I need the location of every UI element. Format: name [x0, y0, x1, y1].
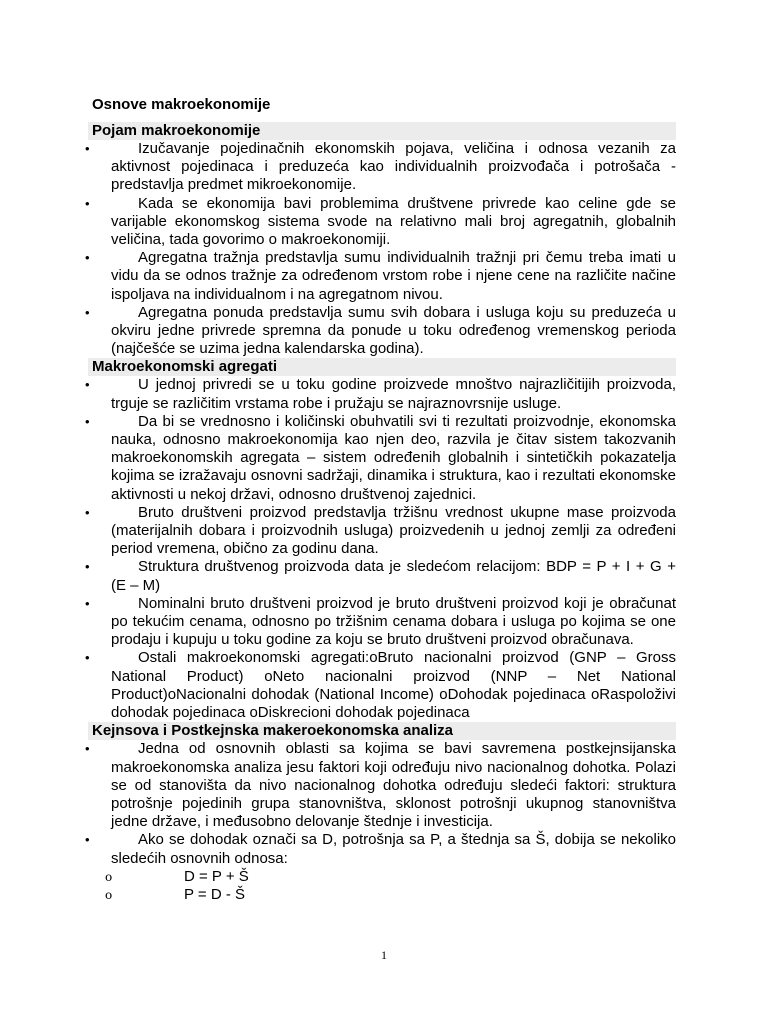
circle-bullet-icon: o	[105, 887, 113, 902]
section-heading-pojam: Pojam makroekonomije	[88, 122, 676, 140]
bullet-icon: •	[85, 250, 90, 266]
list-item	[85, 594, 676, 650]
formula-text: P = D - Š	[184, 885, 245, 903]
page-number: 1	[381, 948, 387, 962]
list-item-text: Agregatna tražnja predstavlja sumu individualnih tražnji pri čemu treba imati u vidu da se odnos tražnje za određenom vrstom robe i njene cene na različite načine ispoljava na individualnom i na agregatnom nivou.	[111, 249, 676, 303]
bullet-list-pojam	[85, 140, 676, 358]
formula-item	[88, 868, 676, 886]
list-item	[85, 194, 676, 250]
bullet-icon: •	[85, 741, 90, 757]
list-item	[85, 558, 676, 594]
bullet-icon: •	[85, 650, 90, 666]
section-heading-kejnsova: Kejnsova i Postkejnska makeroekonomska analiza	[88, 722, 676, 740]
bullet-icon: •	[85, 504, 90, 520]
list-item-text: Jedna od osnovnih oblasti sa kojima se bavi savremena postkejnsijanska makroekonomska analiza jesu faktori koji određuju nivo nacionalnog dohotka. Polazi se od stanovišta da nivo nacionalnog dohotka određuju sledeći faktori: struktura potrošnje pojedinih grupa stanovništva, sklonost potrošnji ukupnog stanovništva jedne države, i međusobno delovanje štednje i investicija.	[111, 740, 676, 831]
bullet-icon: •	[85, 832, 90, 848]
bullet-icon: •	[85, 413, 90, 429]
list-item	[85, 376, 676, 412]
list-item	[85, 649, 676, 722]
list-item-text: U jednoj privredi se u toku godine proizvede mnoštvo najrazličitijih proizvoda, trguje se različitim vrstama robe i pružaju se najraznovrsnije usluge.	[111, 376, 676, 412]
list-item-text: Agregatna ponuda predstavlja sumu svih dobara i usluga koju su preduzeća u okviru jedne privrede spremna da ponude u toku određenog vremenskog perioda (najčešće se uzima jedna kalendarska godina).	[111, 303, 676, 358]
list-item	[85, 140, 676, 195]
formula-text: D = P + Š	[184, 867, 249, 885]
list-item	[85, 831, 676, 867]
sub-list-formulas	[88, 868, 676, 904]
bullet-icon: •	[85, 304, 90, 320]
section-heading-agregati: Makroekonomski agregati	[88, 358, 676, 376]
list-item	[85, 503, 676, 559]
circle-bullet-icon: o	[105, 869, 113, 884]
document-body	[85, 122, 676, 904]
list-item-text: Ako se dohodak označi sa D, potrošnja sa P, a štednja sa Š, dobija se nekoliko sledećih osnovnih odnosa:	[111, 831, 676, 867]
bullet-icon: •	[85, 141, 90, 156]
bullet-list-kejnsova	[85, 740, 676, 867]
bullet-icon: •	[85, 595, 90, 611]
bullet-icon: •	[85, 559, 90, 575]
list-item-text: Bruto društveni proizvod predstavlja tržišnu vrednost ukupne mase proizvoda (materijalnih dobara i proizvodnih usluga) proizvedenih u jednoj zemlji za određeni period vremena, obično za godinu dana.	[111, 503, 676, 558]
bullet-list-agregati	[85, 376, 676, 722]
list-item-text: Izučavanje pojedinačnih ekonomskih pojava, veličina i odnosa vezanih za aktivnost pojedinaca i preduzeća kao individualnih proizvođača i potrošača - predstavlja predmet mikroekonomije.	[111, 140, 676, 194]
list-item	[85, 412, 676, 504]
bullet-icon: •	[85, 195, 90, 211]
list-item	[85, 303, 676, 359]
list-item-text: Struktura društvenog proizvoda data je sledećom relacijom: BDP = P + I + G + (E – M)	[111, 558, 676, 594]
list-item-text: Nominalni bruto društveni proizvod je bruto društveni proizvod koji je obračunat po tekućim cenama, odnosno po tržišnim cenama dobara i usluga po kojima se one prodaju i kupuju u toku godine za koju se bruto društveni proizvod obračunava.	[111, 594, 676, 649]
document-title: Osnove makroekonomije	[92, 96, 271, 113]
list-item-text: Da bi se vrednosno i količinski obuhvatili svi ti rezultati proizvodnje, ekonomska nauka, odnosno makroekonomija kao njen deo, razvila je čitav sistem takozvanih makroekonomskih agregata – sistem određenih globalnih i sintetičkih pokazatelja kojima se izražavaju osnovni sadržaji, dinamika i struktura, kao i rezultati ekonomske aktivnosti u nekoj državi, odnosno društvenoj zajednici.	[111, 412, 676, 503]
list-item-text: Ostali makroekonomski agregati:oBruto nacionalni proizvod (GNP – Gross National Product) oNeto nacionalni proizvod (NNP – Net National Product)oNacionalni dohodak (National Income) oDohodak pojedinaca oRaspoloživi dohodak pojedinaca oDiskrecioni dohodak pojedinaca	[111, 649, 676, 722]
list-item	[85, 740, 676, 831]
list-item-text: Kada se ekonomija bavi problemima društvene privrede kao celine gde se varijable ekonomskog sistema svode na relativno mali broj agregatnih, globalnih veličina, tada govorimo o makroekonomiji.	[111, 194, 676, 249]
list-item	[85, 249, 676, 304]
formula-item	[88, 886, 676, 904]
bullet-icon: •	[85, 377, 90, 393]
